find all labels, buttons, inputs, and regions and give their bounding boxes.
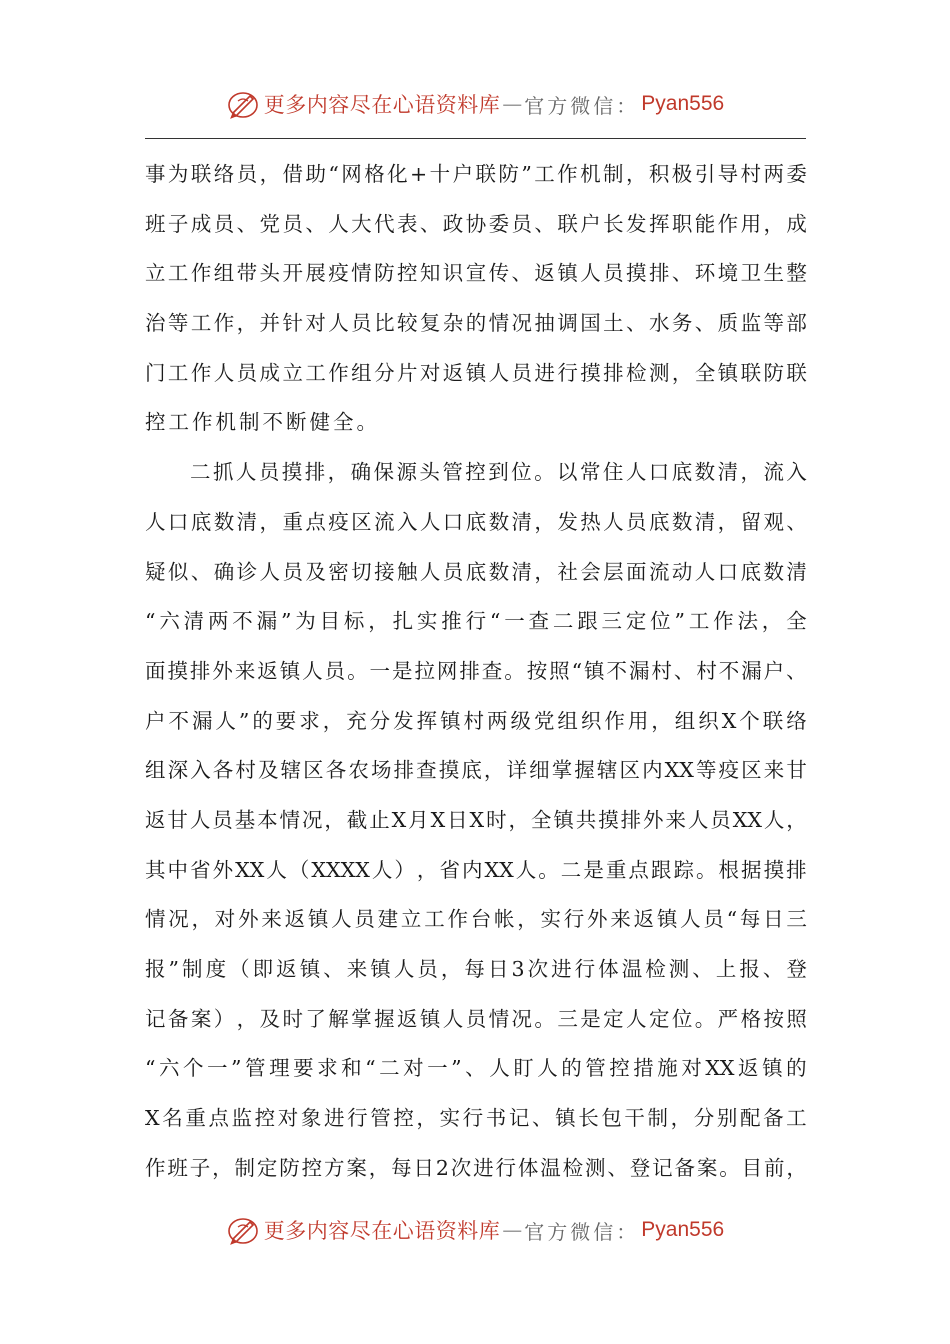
watermark-brand-text: 更多内容尽在心语资料库 <box>263 93 501 117</box>
watermark-wechat-id: Pyan556 <box>641 1218 725 1241</box>
watermark-dash: — <box>502 92 523 116</box>
watermark-brand-text: 更多内容尽在心语资料库 <box>263 1219 501 1243</box>
text-line: 事 为 联 络 员 ， 借 助 “ 网 格 化 + 十 户 联 防 ” 工 作 机 制 ， 积 极 引 导 村 两 委 <box>145 162 807 186</box>
text-line: 记 备 案 ） ， 及 时 了 解 掌 握 返 镇 人 员 情 况 。 三 是 定 人 定 位 。 严 格 按 照 <box>145 1006 807 1031</box>
pen-logo-icon <box>226 87 260 121</box>
pen-logo-icon <box>226 1213 260 1247</box>
text-line: 报 ” 制 度 （ 即 返 镇 、 来 镇 人 员 ， 每 日 3 次 进 行 体 温 检 测 、 上 报 、 登 <box>145 957 807 981</box>
text-line: 人 口 底 数 清 ， 重 点 疫 区 流 入 人 口 底 数 清 ， 发 热 人 员 底 数 清 ， 留 观 、 <box>145 509 807 534</box>
text-line: 疑 似 、 确 诊 人 员 及 密 切 接 触 人 员 底 数 清 ， 社 会 层 面 流 动 人 口 底 数 清 <box>145 559 807 584</box>
text-line: 门 工 作 人 员 成 立 工 作 组 分 片 对 返 镇 人 员 进 行 摸 排 检 测 ， 全 镇 联 防 联 <box>145 360 807 385</box>
header-watermark <box>0 84 950 124</box>
text-line: 治 等 工 作 ， 并 针 对 人 员 比 较 复 杂 的 情 况 抽 调 国 土 、 水 务 、 质 监 等 部 <box>145 311 807 336</box>
document-body <box>145 150 807 1193</box>
text-line: “ 六 个 一 ” 管 理 要 求 和 “ 二 对 一 ” 、 人 盯 人 的 管 控 措 施 对 XX 返 镇 的 <box>145 1056 807 1081</box>
text-line: 立 工 作 组 带 头 开 展 疫 情 防 控 知 识 宣 传 、 返 镇 人 员 摸 排 、 环 境 卫 生 整 <box>145 261 807 286</box>
footer-watermark <box>0 1210 950 1250</box>
text-line: 组 深 入 各 村 及 辖 区 各 农 场 排 查 摸 底 ， 详 细 掌 握 辖 区 内 XX 等 疫 区 来 甘 <box>145 758 807 783</box>
text-line: 户 不 漏 人 ” 的 要 求 ， 充 分 发 挥 镇 村 两 级 党 组 织 作 用 ， 组 织 X 个 联 络 <box>145 708 807 733</box>
text-line: 班 子 成 员 、 党 员 、 人 大 代 表 、 政 协 委 员 、 联 户 长 发 挥 职 能 作 用 ， 成 <box>145 211 807 236</box>
text-line: 其 中 省 外 XX 人 （ XXXX 人 ） ， 省 内 XX 人 。 二 是 重 点 跟 踪 。 根 据 摸 排 <box>145 857 807 882</box>
text-line: 情 况 ， 对 外 来 返 镇 人 员 建 立 工 作 台 帐 ， 实 行 外 来 返 镇 人 员 “ 每 日 三 <box>145 907 807 932</box>
text-line: 二 抓 人 员 摸 排 ， 确 保 源 头 管 控 到 位 。 以 常 住 人 口 底 数 清 ， 流 入 <box>190 460 807 485</box>
watermark-official-label: 官方微信： <box>524 93 640 118</box>
watermark-dash: — <box>502 1218 523 1242</box>
text-line: 返 甘 人 员 基 本 情 况 ， 截 止 X 月 X 日 X 时 ， 全 镇 共 摸 排 外 来 人 员 XX 人 ， <box>145 807 807 832</box>
watermark-official-label: 官方微信： <box>524 1219 640 1244</box>
text-line: 面 摸 排 外 来 返 镇 人 员 。 一 是 拉 网 排 查 。 按 照 “ 镇 不 漏 村 、 村 不 漏 户 、 <box>145 658 807 683</box>
text-line: 作 班 子 ， 制 定 防 控 方 案 ， 每 日 2 次 进 行 体 温 检 测 、 登 记 备 案 。 目 前 ， <box>145 1155 807 1180</box>
text-line: X 名 重 点 监 控 对 象 进 行 管 控 ， 实 行 书 记 、 镇 长 包 干 制 ， 分 别 配 备 工 <box>145 1106 807 1131</box>
text-line: 控工作机制不断健全。 <box>145 410 380 435</box>
header-divider <box>145 138 806 139</box>
watermark-wechat-id: Pyan556 <box>641 92 725 115</box>
text-line: “ 六 清 两 不 漏 ” 为 目 标 ， 扎 实 推 行 “ 一 查 二 跟 三 定 位 ” 工 作 法 ， 全 <box>145 609 807 634</box>
